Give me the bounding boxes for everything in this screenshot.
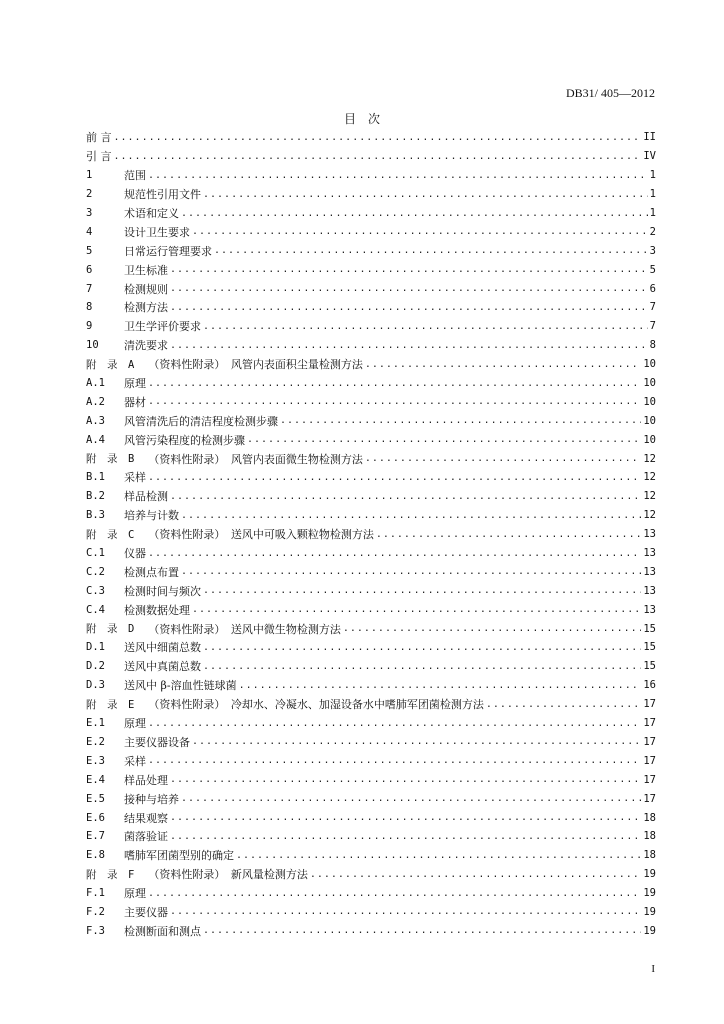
toc-entry-number: B.1 xyxy=(86,471,105,484)
toc-entry[interactable] xyxy=(86,600,656,619)
toc-entry-page: 1 xyxy=(649,188,656,201)
toc-entry-number: 7 xyxy=(86,282,93,295)
leader-dots xyxy=(170,264,648,275)
page-number: I xyxy=(651,963,655,975)
toc-entry[interactable] xyxy=(86,581,656,600)
toc-entry-number: C.3 xyxy=(86,584,105,597)
leader-dots xyxy=(192,736,641,747)
leader-dots xyxy=(170,906,641,917)
toc-entry-title: 送风中 β-溶血性链球菌 xyxy=(124,679,237,693)
toc-entry-number: E.5 xyxy=(86,792,105,805)
leader-dots xyxy=(148,888,641,899)
toc-entry-page: 17 xyxy=(643,698,656,711)
toc-entry[interactable] xyxy=(86,241,656,260)
toc-entry-number: B.3 xyxy=(86,509,105,522)
toc-entry[interactable] xyxy=(86,544,656,563)
toc-entry[interactable] xyxy=(86,921,656,940)
toc-entry-page: 2 xyxy=(649,225,656,238)
leader-dots xyxy=(181,208,648,219)
toc-entry-page: 18 xyxy=(643,849,656,862)
toc-entry-title: 设计卫生要求 xyxy=(124,225,190,239)
toc-entry-number: 附 录 B xyxy=(86,453,135,466)
toc-entry[interactable] xyxy=(86,827,656,846)
document-number: DB31/ 405—2012 xyxy=(565,86,655,100)
leader-dots xyxy=(365,453,642,464)
toc-entry-title: 卫生标准 xyxy=(124,263,168,277)
toc-entry-page: II xyxy=(643,131,656,144)
toc-entry-number: F.1 xyxy=(86,887,105,900)
toc-entry[interactable] xyxy=(86,676,656,695)
leader-dots xyxy=(148,472,641,483)
toc-entry-page: 15 xyxy=(643,622,656,635)
toc-entry-number: 2 xyxy=(86,188,93,201)
leader-dots xyxy=(170,812,641,823)
toc-entry-page: 10 xyxy=(643,414,656,427)
toc-entry-page: 13 xyxy=(643,565,656,578)
toc-entry[interactable] xyxy=(86,562,656,581)
toc-entry-title: 仪器 xyxy=(124,547,146,561)
leader-dots xyxy=(192,604,641,615)
toc-entry-number: 3 xyxy=(86,207,93,219)
toc-entry-title: 检测时间与频次 xyxy=(124,584,201,598)
toc-entry-number: 6 xyxy=(86,263,93,276)
toc-entry[interactable] xyxy=(86,733,656,752)
toc-entry-title: 送风中真菌总数 xyxy=(124,660,201,674)
toc-entry-number: A.2 xyxy=(86,395,105,408)
toc-entry-title: 风管污染程度的检测步骤 xyxy=(124,433,245,447)
toc-heading: 目次 xyxy=(343,112,392,126)
toc-entry-title: 主要仪器设备 xyxy=(124,735,190,749)
toc-entry-title: （资料性附录） 送风中微生物检测方法 xyxy=(148,622,341,636)
toc-entry-title: 主要仪器 xyxy=(124,905,168,919)
toc-entry[interactable] xyxy=(86,430,656,449)
toc-entry-title: 原理 xyxy=(124,377,146,391)
leader-dots xyxy=(214,245,648,256)
toc-entry[interactable] xyxy=(86,714,656,733)
toc-entry-number: 9 xyxy=(86,320,93,333)
leader-dots xyxy=(247,434,641,445)
toc-entry-number: C.2 xyxy=(86,565,105,578)
toc-entry-page: 10 xyxy=(643,433,656,446)
toc-entry-number: D.1 xyxy=(86,641,105,654)
toc-entry-number: 附 录 F xyxy=(86,868,135,881)
toc-entry-page: 18 xyxy=(643,830,656,843)
toc-entry-title: 范围 xyxy=(124,169,146,183)
toc-entry-number: D.3 xyxy=(86,679,105,692)
toc-entry-title: 原理 xyxy=(124,717,146,731)
leader-dots xyxy=(486,699,642,710)
toc-entry-number: 引 言 xyxy=(86,150,112,164)
toc-entry[interactable] xyxy=(86,317,656,336)
toc-entry-title: 原理 xyxy=(124,887,146,901)
toc-entry[interactable] xyxy=(86,298,656,317)
toc-entry-number: E.1 xyxy=(86,717,105,730)
toc-entry-title: 采样 xyxy=(124,471,146,485)
leader-dots xyxy=(203,585,641,596)
toc-entry-page: 13 xyxy=(643,547,656,560)
toc-entry[interactable] xyxy=(86,411,656,430)
leader-dots xyxy=(148,548,641,559)
toc-entry-page: 10 xyxy=(643,395,656,408)
toc-entry-title: 日常运行管理要求 xyxy=(124,244,212,258)
toc-entry-page: 19 xyxy=(643,905,656,918)
toc-entry-title: 术语和定义 xyxy=(124,207,179,220)
toc-entry[interactable] xyxy=(86,525,656,544)
leader-dots xyxy=(236,850,641,861)
toc-entry-number: F.3 xyxy=(86,924,105,937)
toc-entry[interactable] xyxy=(86,695,656,714)
leader-dots xyxy=(239,680,642,691)
toc-entry[interactable] xyxy=(86,884,656,903)
toc-entry-number: F.2 xyxy=(86,905,105,918)
toc-entry-title: 结果观察 xyxy=(124,811,168,825)
leader-dots xyxy=(203,661,641,672)
toc-entry-number: 前 言 xyxy=(86,131,112,145)
toc-entry-number: 附 录 C xyxy=(86,528,135,541)
toc-entry-number: E.6 xyxy=(86,811,105,824)
leader-dots xyxy=(181,510,641,521)
toc-entry-number: E.3 xyxy=(86,754,105,767)
toc-entry-number: 附 录 D xyxy=(86,623,135,636)
toc-entry[interactable] xyxy=(86,638,656,657)
toc-entry-number: 10 xyxy=(86,339,99,352)
toc-entry[interactable] xyxy=(86,374,656,393)
toc-entry-page: 16 xyxy=(643,679,656,692)
toc-entry-number: 8 xyxy=(86,301,93,314)
toc-entry-title: 采样 xyxy=(124,754,146,768)
leader-dots xyxy=(114,132,642,143)
toc-entry[interactable] xyxy=(86,751,656,770)
toc-entry-page: 10 xyxy=(643,377,656,390)
leader-dots xyxy=(280,415,641,426)
toc-entry-number: 1 xyxy=(86,169,93,182)
toc-entry-page: IV xyxy=(643,150,656,163)
toc-entry-number: 5 xyxy=(86,244,93,257)
toc-entry-number: C.4 xyxy=(86,603,105,616)
toc-entry-page: 12 xyxy=(643,471,656,484)
toc-entry-number: 4 xyxy=(86,225,93,238)
toc-entry-title: 样品处理 xyxy=(124,773,168,787)
toc-entry[interactable] xyxy=(86,336,656,355)
leader-dots xyxy=(170,831,641,842)
leader-dots xyxy=(181,793,641,804)
toc-entry-page: 12 xyxy=(643,452,656,465)
toc-entry-number: E.4 xyxy=(86,773,105,786)
leader-dots xyxy=(170,283,648,294)
toc-entry-page: 19 xyxy=(643,924,656,937)
toc-entry-number: A.4 xyxy=(86,433,105,446)
toc-entry[interactable] xyxy=(86,808,656,827)
toc-entry-page: 15 xyxy=(643,660,656,673)
toc-entry-page: 17 xyxy=(643,754,656,767)
toc-entry-title: 菌落验证 xyxy=(124,830,168,844)
leader-dots xyxy=(343,623,642,634)
toc-entry-title: 检测方法 xyxy=(124,301,168,315)
toc-entry-number: A.3 xyxy=(86,414,105,427)
toc-entry[interactable] xyxy=(86,128,656,147)
toc-entry-page: 17 xyxy=(643,735,656,748)
toc-entry-page: 17 xyxy=(643,717,656,730)
toc-entry[interactable] xyxy=(86,260,656,279)
leader-dots xyxy=(181,566,641,577)
toc-entry[interactable] xyxy=(86,468,656,487)
toc-entry[interactable] xyxy=(86,204,656,223)
toc-entry-number: E.2 xyxy=(86,735,105,748)
toc-entry-title: （资料性附录） 新风量检测方法 xyxy=(148,868,308,882)
toc-entry[interactable] xyxy=(86,185,656,204)
toc-entry-page: 19 xyxy=(643,868,656,881)
toc-entry-title: 清洗要求 xyxy=(124,339,168,353)
toc-entry[interactable] xyxy=(86,449,656,468)
toc-entry-page: 18 xyxy=(643,811,656,824)
toc-entry[interactable] xyxy=(86,279,656,298)
toc-entry-page: 8 xyxy=(649,339,656,352)
toc-entry-number: E.7 xyxy=(86,830,105,843)
leader-dots xyxy=(148,170,648,181)
toc-entry-number: 附 录 E xyxy=(86,698,135,711)
toc-entry-page: 10 xyxy=(643,358,656,371)
toc-entry-page: 12 xyxy=(643,490,656,503)
toc-entry-title: 接种与培养 xyxy=(124,792,179,806)
leader-dots xyxy=(376,529,642,540)
toc-entry-page: 5 xyxy=(649,263,656,276)
toc-entry-number: D.2 xyxy=(86,660,105,673)
toc-entry-title: 器材 xyxy=(124,395,146,409)
toc-entry-number: 附 录 A xyxy=(86,358,135,371)
leader-dots xyxy=(203,925,641,936)
toc-entry-page: 19 xyxy=(643,887,656,900)
leader-dots xyxy=(192,226,648,237)
toc-entry-page: 7 xyxy=(649,320,656,333)
toc-entry[interactable] xyxy=(86,147,656,166)
toc-entry-page: 1 xyxy=(649,169,656,182)
toc-entry[interactable] xyxy=(86,846,656,865)
leader-dots xyxy=(114,151,642,162)
toc-entry[interactable] xyxy=(86,770,656,789)
leader-dots xyxy=(203,321,648,332)
toc-entry-title: 嗜肺军团菌型别的确定 xyxy=(124,849,234,863)
toc-entry-title: 规范性引用文件 xyxy=(124,188,201,202)
toc-entry-title: （资料性附录） 风管内表面微生物检测方法 xyxy=(148,452,363,466)
leader-dots xyxy=(148,755,641,766)
toc-entry-page: 13 xyxy=(643,528,656,541)
toc-entry-page: 12 xyxy=(643,509,656,522)
toc-entry-page: 3 xyxy=(649,244,656,257)
toc-entry-title: 样品检测 xyxy=(124,490,168,504)
toc-entry[interactable] xyxy=(86,166,656,185)
leader-dots xyxy=(170,774,641,785)
toc-entry-page: 17 xyxy=(643,792,656,805)
toc-entry-page: 6 xyxy=(649,282,656,295)
toc-entry[interactable] xyxy=(86,355,656,374)
toc-entry-page: 13 xyxy=(643,603,656,616)
leader-dots xyxy=(170,340,648,351)
toc-entry[interactable] xyxy=(86,657,656,676)
toc-entry[interactable] xyxy=(86,865,656,884)
toc-entry[interactable] xyxy=(86,487,656,506)
toc-entry[interactable] xyxy=(86,506,656,525)
toc-entry-title: 培养与计数 xyxy=(124,509,179,523)
leader-dots xyxy=(148,396,641,407)
leader-dots xyxy=(203,189,648,200)
toc-entry-number: E.8 xyxy=(86,849,105,862)
leader-dots xyxy=(203,642,641,653)
toc-entry-title: 检测断面和测点 xyxy=(124,924,201,938)
leader-dots xyxy=(148,378,641,389)
toc-entry[interactable] xyxy=(86,619,656,638)
toc-entry-title: 送风中细菌总数 xyxy=(124,641,201,655)
toc-entry-page: 15 xyxy=(643,641,656,654)
toc-entry-title: 检测规则 xyxy=(124,282,168,296)
toc-entry-page: 17 xyxy=(643,773,656,786)
toc-entry-number: C.1 xyxy=(86,547,105,560)
leader-dots xyxy=(170,302,648,313)
toc-entry-title: 风管清洗后的清洁程度检测步骤 xyxy=(124,414,278,428)
leader-dots xyxy=(170,491,641,502)
leader-dots xyxy=(148,718,641,729)
toc-entry-title: 检测点布置 xyxy=(124,565,179,579)
toc-entry-page: 1 xyxy=(649,207,656,219)
toc-entry-title: （资料性附录） 冷却水、冷凝水、加湿设备水中嗜肺军团菌检测方法 xyxy=(148,698,484,712)
toc-entry[interactable] xyxy=(86,392,656,411)
toc-entry-title: 卫生学评价要求 xyxy=(124,320,201,334)
toc-entry-number: B.2 xyxy=(86,490,105,503)
toc-entry-page: 13 xyxy=(643,584,656,597)
leader-dots xyxy=(310,869,642,880)
toc-entry-number: A.1 xyxy=(86,377,105,390)
toc-entry-page: 7 xyxy=(649,301,656,314)
leader-dots xyxy=(365,359,642,370)
toc-entry-title: （资料性附录） 送风中可吸入颗粒物检测方法 xyxy=(148,528,374,542)
toc-entry-title: 检测数据处理 xyxy=(124,603,190,617)
table-of-contents xyxy=(86,128,656,940)
toc-entry[interactable] xyxy=(86,789,656,808)
toc-entry[interactable] xyxy=(86,903,656,922)
toc-entry[interactable] xyxy=(86,222,656,241)
toc-entry-title: （资料性附录） 风管内表面积尘量检测方法 xyxy=(148,358,363,372)
